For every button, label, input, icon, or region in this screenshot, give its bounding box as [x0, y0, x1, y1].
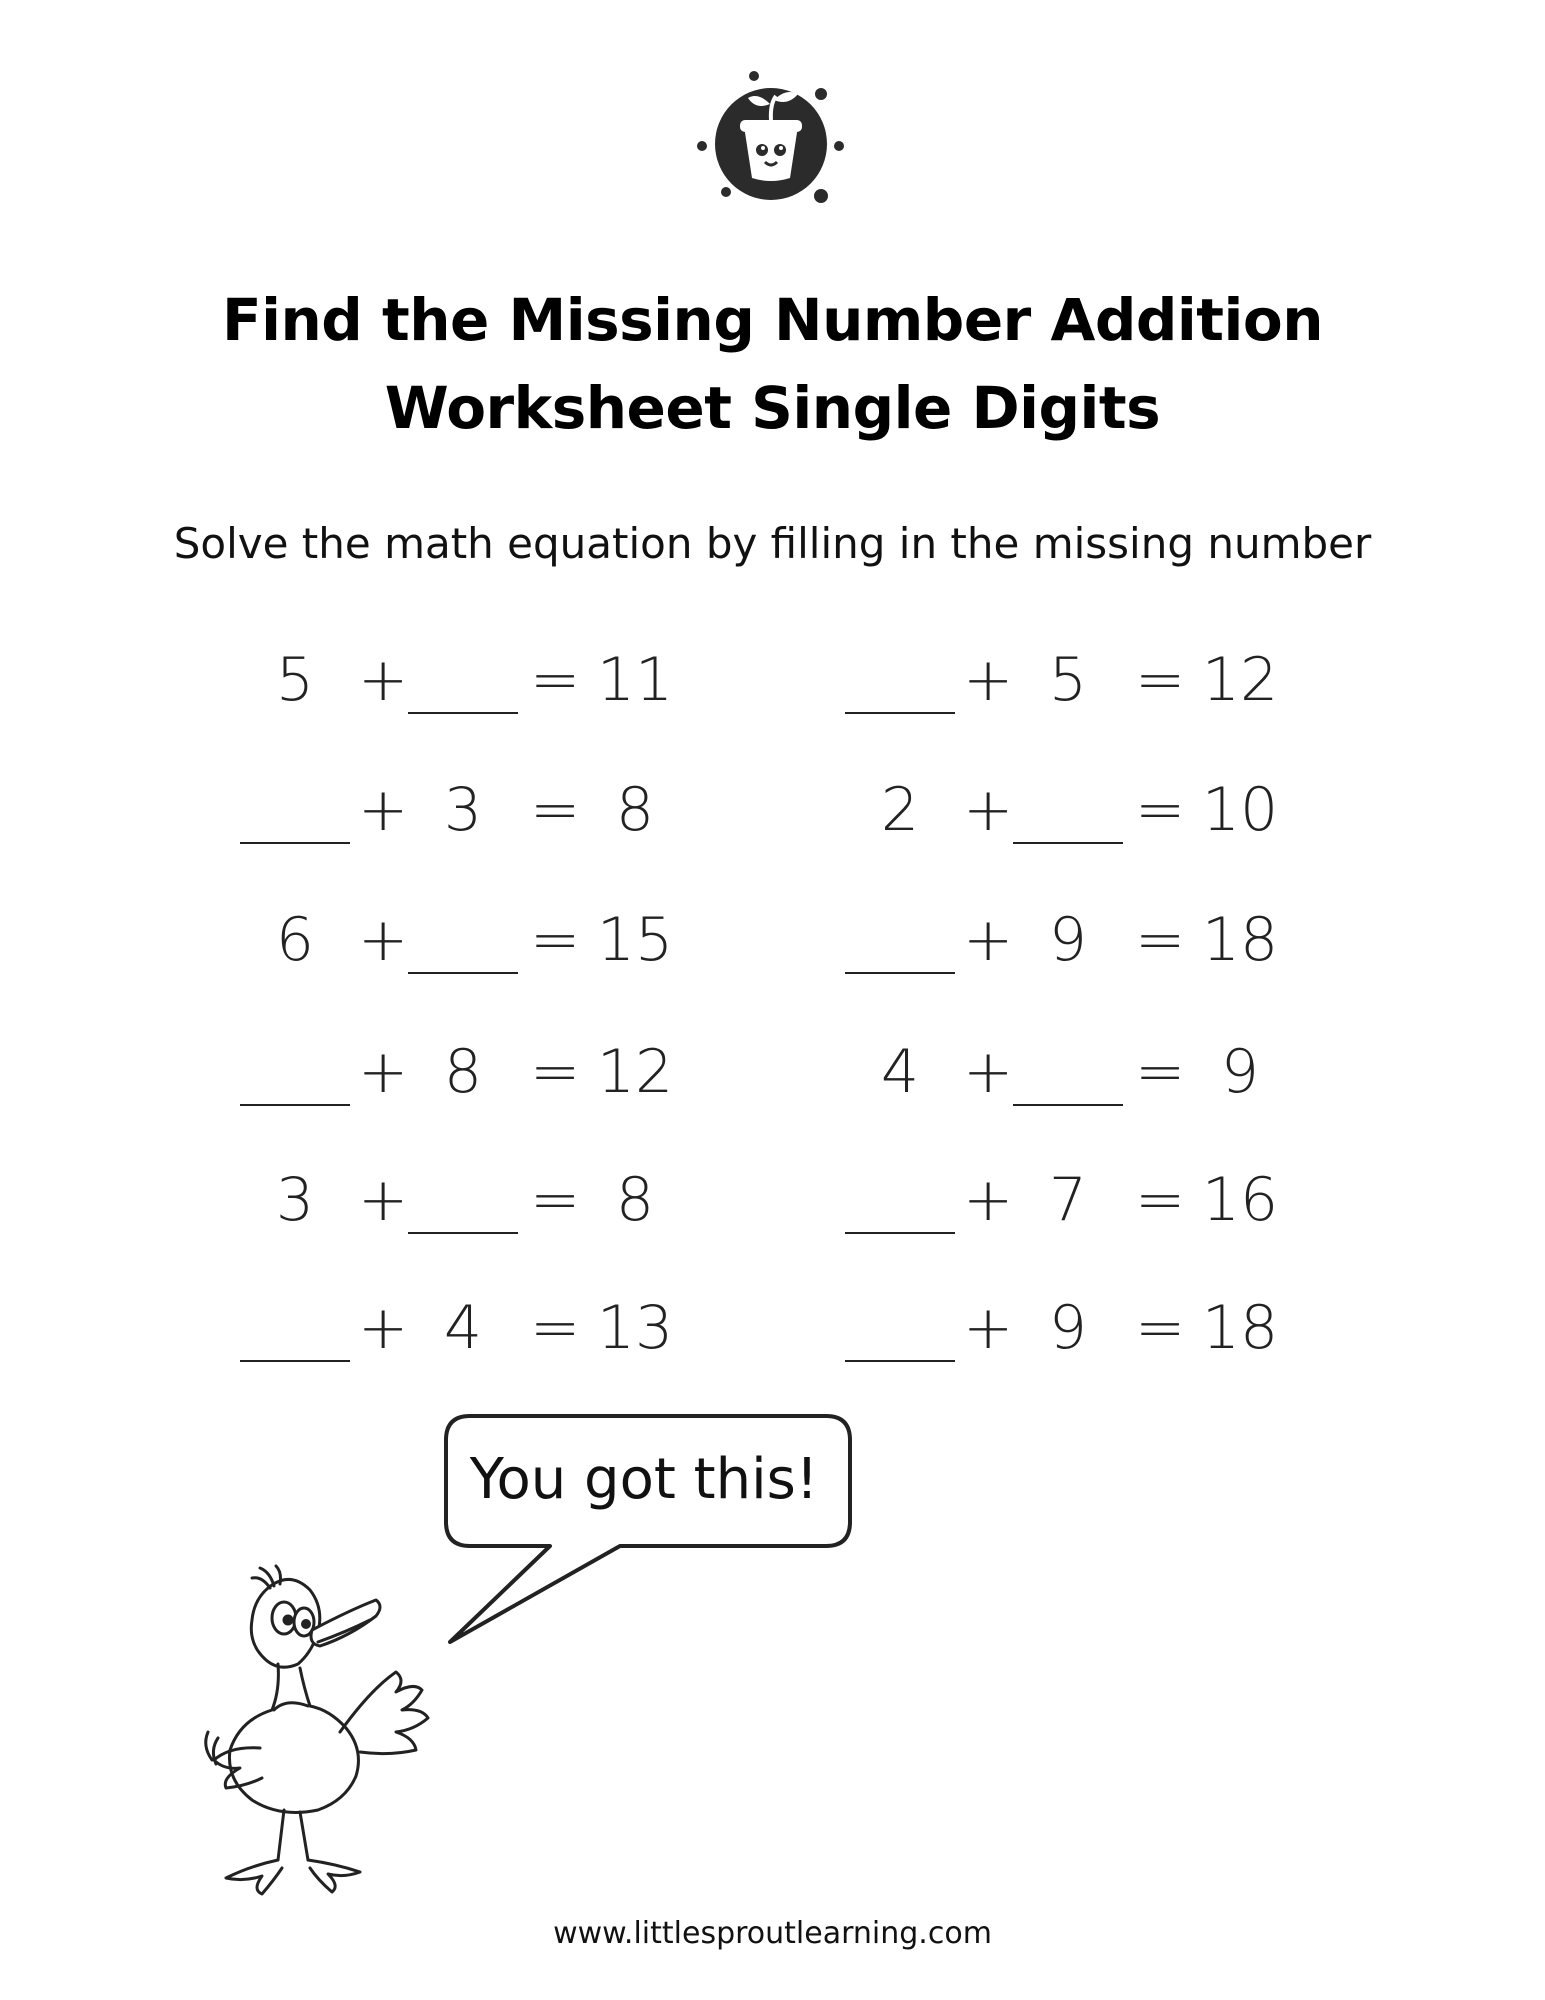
- equals-sign: =: [530, 1037, 581, 1107]
- answer-blank[interactable]: [240, 1360, 350, 1362]
- equation-row: [240, 1288, 700, 1378]
- sum-value: 10: [1201, 775, 1279, 845]
- addend-2: 8: [443, 1037, 483, 1107]
- answer-blank[interactable]: [845, 712, 955, 714]
- plus-sign: +: [358, 905, 409, 975]
- equation-row: [240, 1032, 700, 1122]
- answer-blank[interactable]: [408, 712, 518, 714]
- answer-blank[interactable]: [240, 1104, 350, 1106]
- equation-row: [845, 900, 1305, 990]
- addend-2: 9: [1048, 1293, 1088, 1363]
- equals-sign: =: [530, 905, 581, 975]
- sum-value: 13: [596, 1293, 674, 1363]
- equals-sign: =: [1135, 1293, 1186, 1363]
- equation-row: [845, 1160, 1305, 1250]
- duck-mascot-icon: [200, 1560, 540, 1920]
- addend-2: 7: [1048, 1165, 1088, 1235]
- addend-1: 6: [275, 905, 315, 975]
- plus-sign: +: [963, 905, 1014, 975]
- addend-2: 3: [443, 775, 483, 845]
- plus-sign: +: [963, 775, 1014, 845]
- addend-1: 5: [275, 645, 315, 715]
- sum-value: 16: [1201, 1165, 1279, 1235]
- sum-value: 9: [1220, 1037, 1260, 1107]
- equals-sign: =: [530, 1165, 581, 1235]
- plus-sign: +: [358, 1165, 409, 1235]
- equals-sign: =: [530, 775, 581, 845]
- addend-2: 4: [443, 1293, 483, 1363]
- plus-sign: +: [358, 775, 409, 845]
- answer-blank[interactable]: [1013, 1104, 1123, 1106]
- plus-sign: +: [358, 1037, 409, 1107]
- equation-row: [845, 1032, 1305, 1122]
- title-line-2: Worksheet Single Digits: [384, 374, 1161, 442]
- instructions-text: Solve the math equation by filling in the missing number: [173, 519, 1372, 568]
- equals-sign: =: [1135, 1037, 1186, 1107]
- footer-website: www.littlesproutlearning.com: [553, 1916, 992, 1951]
- plus-sign: +: [963, 1165, 1014, 1235]
- speech-bubble-text: You got this!: [469, 1447, 819, 1512]
- addend-1: 3: [275, 1165, 315, 1235]
- addend-1: 4: [880, 1037, 920, 1107]
- equation-row: [240, 900, 700, 990]
- sum-value: 8: [615, 775, 655, 845]
- equation-row: [240, 1160, 700, 1250]
- plus-sign: +: [963, 1293, 1014, 1363]
- addend-2: 5: [1048, 645, 1088, 715]
- equation-row: [240, 770, 700, 860]
- equals-sign: =: [1135, 905, 1186, 975]
- addend-1: 2: [880, 775, 920, 845]
- equals-sign: =: [530, 645, 581, 715]
- plus-sign: +: [963, 1037, 1014, 1107]
- answer-blank[interactable]: [845, 1360, 955, 1362]
- equals-sign: =: [530, 1293, 581, 1363]
- sum-value: 11: [596, 645, 674, 715]
- sum-value: 8: [615, 1165, 655, 1235]
- equation-row: [240, 640, 700, 730]
- sum-value: 15: [596, 905, 674, 975]
- sum-value: 18: [1201, 905, 1279, 975]
- equals-sign: =: [1135, 775, 1186, 845]
- equation-row: [845, 1288, 1305, 1378]
- answer-blank[interactable]: [240, 842, 350, 844]
- title-line-1: Find the Missing Number Addition: [221, 286, 1324, 354]
- plus-sign: +: [963, 645, 1014, 715]
- equals-sign: =: [1135, 645, 1186, 715]
- equation-row: [845, 640, 1305, 730]
- answer-blank[interactable]: [845, 972, 955, 974]
- addend-2: 9: [1048, 905, 1088, 975]
- equation-row: [845, 770, 1305, 860]
- sum-value: 18: [1201, 1293, 1279, 1363]
- plus-sign: +: [358, 645, 409, 715]
- sum-value: 12: [596, 1037, 674, 1107]
- equals-sign: =: [1135, 1165, 1186, 1235]
- answer-blank[interactable]: [408, 1232, 518, 1234]
- answer-blank[interactable]: [408, 972, 518, 974]
- answer-blank[interactable]: [845, 1232, 955, 1234]
- answer-blank[interactable]: [1013, 842, 1123, 844]
- sum-value: 12: [1201, 645, 1279, 715]
- plus-sign: +: [358, 1293, 409, 1363]
